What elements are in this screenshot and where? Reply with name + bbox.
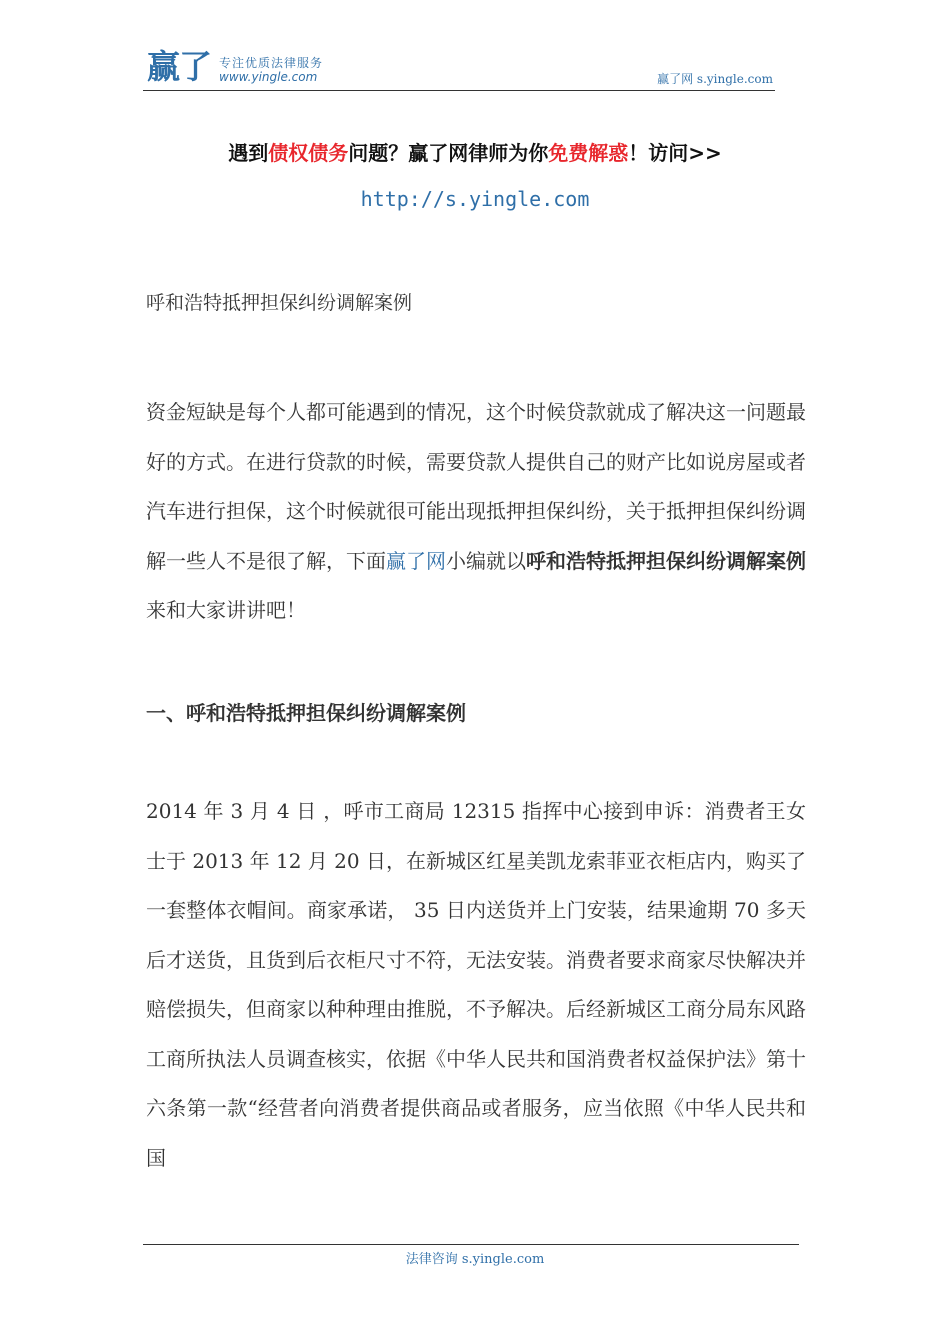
logo-slogan: 专注优质法律服务 <box>219 56 324 70</box>
promo-highlight-free: 免费解惑 <box>548 141 629 165</box>
logo-text <box>219 56 323 84</box>
page-header <box>143 44 775 91</box>
intro-text-1: 资金短缺是每个人都可能遇到的情况，这个时候贷款就成了解决这一问题最好的方式。在进行贷款的时候，需要贷款人提供自己的财产比如说房屋或者汽车进行担保，这个时候就很可能出现抵押担保纠纷，关于抵押担保纠纷调解一些人不是很了解，下面 <box>146 400 806 573</box>
promo-url-link[interactable]: http://s.yingle.com <box>360 187 590 211</box>
intro-text-3: 来和大家讲讲吧！ <box>146 598 306 622</box>
logo-url: www.yingle.com <box>219 70 318 84</box>
footer-divider <box>143 1244 799 1245</box>
promo-text-2: 问题？赢了网律师为你 <box>348 141 549 165</box>
section-heading: 一、呼和浩特抵押担保纠纷调解案例 <box>146 701 466 725</box>
logo-mark: 赢了 <box>147 47 211 86</box>
section-body: 2014 年 3 月 4 日 ，呼市工商局 12315 指挥中心接到申诉：消费者王女士于 2013 年 12 月 20 日，在新城区红星美凯龙索菲亚衣柜店内，购买了一套整体衣帽间。商家承诺， 35 日内送货并上门安装，结果逾期 70 多天后才送货，且货到后衣柜尺寸不符，无法安装。消费者要求商家尽快解决并赔偿损失，但商家以种种理由推脱，不予解决。后经新城区工商分局东风路工商所执法人员调查核实，依据《中华人民共和国消费者权益保护法》第十六条第一款“经营者向消费者提供商品或者服务，应当依照《中华人民共和国 <box>146 799 806 1170</box>
site-logo[interactable] <box>147 47 324 86</box>
intro-text-2: 小编就以 <box>446 548 526 573</box>
intro-bold-title: 呼和浩特抵押担保纠纷调解案例 <box>526 548 806 573</box>
document-title: 呼和浩特抵押担保纠纷调解案例 <box>146 292 413 314</box>
promo-highlight-debt: 债权债务 <box>268 141 349 165</box>
promo-banner <box>0 137 950 166</box>
footer-link[interactable]: 法律咨询 s.yingle.com <box>405 1252 545 1267</box>
intro-paragraph <box>146 388 806 636</box>
promo-text-1: 遇到 <box>228 141 269 165</box>
header-site-link[interactable]: 赢了网 s.yingle.com <box>657 72 773 86</box>
intro-site-link[interactable]: 赢了网 <box>386 548 446 573</box>
promo-text-3: ！访问>> <box>628 141 722 165</box>
